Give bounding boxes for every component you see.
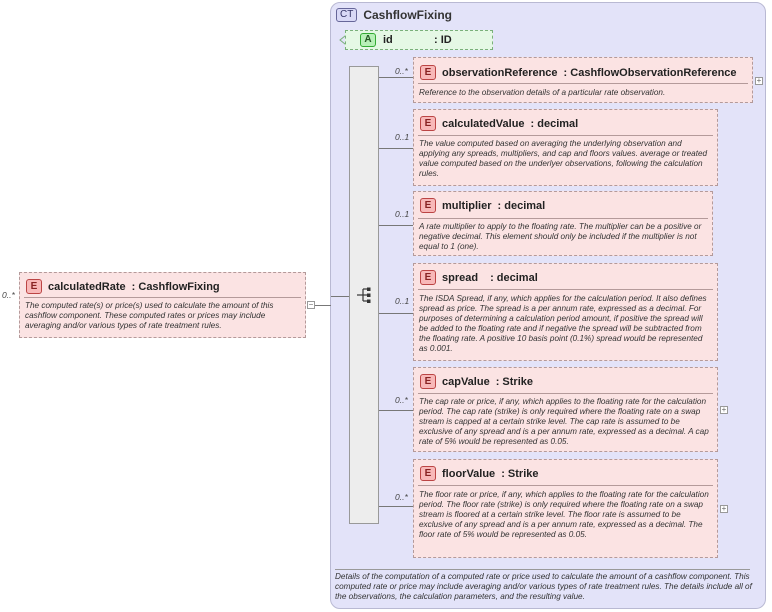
connector-line: [379, 313, 415, 314]
element-badge: E: [420, 466, 436, 481]
divider: [418, 135, 713, 136]
element-type: : CashflowObservationReference: [563, 66, 737, 79]
element-documentation: The computed rate(s) or price(s) used to calculate the amount of this cashflow component. These computed rates or prices may include averaging and/or various types of rate treatment rules.: [25, 301, 274, 330]
element-name: floorValue: [442, 467, 496, 480]
element-name: multiplier: [442, 199, 492, 212]
element-spread[interactable]: [413, 263, 718, 361]
expand-toggle[interactable]: +: [721, 504, 727, 513]
element-multiplicity: 0..1: [395, 132, 410, 142]
collapse-toggle[interactable]: −: [308, 300, 314, 309]
connector-line: [331, 296, 349, 297]
connector-line: [315, 305, 331, 306]
complex-type-header: [336, 7, 452, 23]
connector-line: [379, 77, 415, 78]
sequence-compositor-icon[interactable]: [355, 286, 373, 304]
element-observationReference[interactable]: [413, 57, 753, 103]
element-capValue[interactable]: [413, 367, 718, 452]
element-badge: E: [420, 374, 436, 389]
element-name: observationReference: [442, 66, 558, 79]
element-multiplicity: 0..*: [395, 66, 408, 76]
element-name: calculatedRate: [48, 280, 126, 293]
element-name: capValue: [442, 375, 490, 388]
divider: [24, 297, 301, 298]
expand-toggle[interactable]: +: [756, 76, 762, 85]
element-calculatedRate[interactable]: [19, 272, 306, 338]
connector-line: [379, 148, 415, 149]
element-multiplicity: 0..*: [395, 492, 408, 502]
element-name: calculatedValue: [442, 117, 525, 130]
complex-type-documentation: Details of the computation of a computed rate or price used to calculate the amount of a cashflow component. This computed rate or price may include averaging and/or various types of rate treatment rules. The details include all of the observations, the calculation parameters, and the resulting value.: [335, 572, 752, 601]
divider: [418, 289, 713, 290]
element-name: spread: [442, 271, 479, 284]
divider: [418, 485, 713, 486]
element-documentation: The floor rate or price, if any, which applies to the floating rate for the calculation period. The floor rate (strike) is only required where the floating rate on a swap stream is floored at a certain strike level. The floor rate is assumed to be exclusive of any spread and is a per annum rate, expressed as a decimal. The floor rate of 5% would be represented as 0.05.: [419, 490, 709, 539]
element-documentation: The ISDA Spread, if any, which applies for the calculation period. It also defines spread as price. The spread is a per annum rate, expressed as a decimal. For purposes of determining a calculation period amount, if positive the spread will be added to the floating rate and if negative the spread will be subtracted from the floating rate. A positive 10 basis point (0.1%) spread would be represented as 0.001.: [419, 294, 707, 353]
element-multiplicity: 0..*: [395, 395, 408, 405]
attribute-badge: A: [360, 33, 376, 47]
element-documentation: The cap rate or price, if any, which applies to the floating rate for the calculation period. The cap rate (strike) is only required where the floating rate on a swap stream is capped at a certain strike level. The cap rate is assumed to be exclusive of any spread and is a per annum rate, expressed as a decimal. A cap rate of 5% would be represented as 0.05.: [419, 397, 709, 446]
root-multiplicity: 0..*: [2, 290, 15, 300]
element-badge: E: [420, 65, 436, 80]
connector-line: [379, 410, 415, 411]
element-calculatedValue[interactable]: [413, 109, 718, 186]
attribute-name: id: [383, 34, 393, 46]
element-type: : decimal: [530, 117, 579, 130]
divider: [418, 218, 708, 219]
element-type: : CashflowFixing: [131, 280, 220, 293]
divider: [418, 393, 713, 394]
divider: [335, 569, 750, 570]
divider: [418, 83, 748, 84]
connector-line: [379, 225, 415, 226]
element-documentation: A rate multiplier to apply to the floating rate. The multiplier can be a positive or negative decimal. This element should only be included if the multiplier is not equal to 1 (one).: [419, 222, 702, 251]
element-badge: E: [420, 270, 436, 285]
attribute-type: : ID: [434, 34, 452, 46]
complex-type-badge: CT: [336, 8, 357, 22]
element-floorValue[interactable]: [413, 459, 718, 558]
expand-toggle[interactable]: +: [721, 405, 727, 414]
complex-type-name: CashflowFixing: [363, 8, 453, 22]
element-multiplier[interactable]: [413, 191, 713, 256]
element-multiplicity: 0..1: [395, 209, 410, 219]
element-type: : decimal: [490, 271, 538, 284]
element-type: : Strike: [501, 467, 539, 480]
element-badge: E: [26, 279, 42, 294]
element-type: : Strike: [495, 375, 533, 388]
element-type: : decimal: [497, 199, 546, 212]
attribute-id[interactable]: [345, 30, 493, 50]
element-multiplicity: 0..1: [395, 296, 410, 306]
element-documentation: Reference to the observation details of a particular rate observation.: [419, 88, 666, 97]
element-badge: E: [420, 116, 436, 131]
element-documentation: The value computed based on averaging the underlying observation and applying any spreads, multipliers, and cap and floors values. average or treated value computed based on the underlyer observations, following the calculation rules.: [419, 139, 708, 178]
element-badge: E: [420, 198, 436, 213]
connector-line: [379, 506, 415, 507]
